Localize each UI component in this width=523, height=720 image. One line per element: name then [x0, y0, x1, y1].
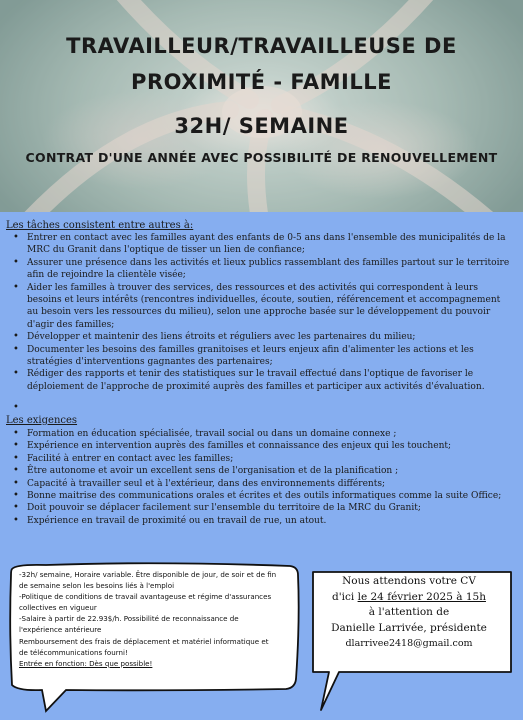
tasks-heading: Les tâches consistent entre autres à:: [6, 220, 194, 231]
task-item: • Assurer une présence dans les activités et lieux publics rassemblant des familles partout sur le territoire afin de rejoindre la clientèle visée;: [8, 257, 513, 282]
requirement-item: • Expérience en travail de proximité ou en travail de rue, un atout.: [8, 515, 513, 527]
contact-name: Danielle Larrivée, présidente: [331, 621, 487, 634]
deadline-line: [309, 590, 509, 606]
condition-line: Remboursement des frais de déplacement et matériel informatique et: [19, 636, 269, 646]
conditions-speech-bubble: [6, 561, 302, 717]
start-date: Entrée en fonction: Dès que possible!: [19, 658, 153, 668]
requirement-item: • Capacité à travailler seul et à l'extérieur, dans des environnements différents;: [8, 478, 513, 490]
condition-line: collectives en vigueur: [19, 603, 97, 613]
contract-subtitle: CONTRAT D'UNE ANNÉE AVEC POSSIBILITÉ DE RENOUVELLEMENT: [25, 150, 498, 165]
task-item: • Aider les familles à trouver des services, des ressources et des activités qui correspondent à leurs besoins et leurs intérêts (rencontres individuelles, écoute, soutien, référencement et accompagnement au besoin vers les ressources du milieu), selon une approche basée sur le développement du pouvoir d'agir des familles;: [8, 282, 513, 332]
title-line-1: TRAVAILLEUR/TRAVAILLEUSE DE: [66, 34, 457, 58]
contact-email[interactable]: dlarrivee2418@gmail.com: [345, 638, 473, 649]
deadline-prefix: d'ici: [332, 590, 355, 603]
hero-banner: [0, 0, 523, 212]
condition-line: de télécommunications fourni!: [19, 647, 128, 657]
task-item: • Développer et maintenir des liens étroits et réguliers avec les partenaires du milieu;: [8, 331, 513, 343]
condition-line: -Salaire à partir de 22.93$/h. Possibilité de reconnaissance de: [19, 614, 239, 624]
condition-line: -32h/ semaine, Horaire variable. Être disponible de jour, de soir et de fin: [19, 570, 277, 579]
task-item: • Entrer en contact avec les familles ayant des enfants de 0-5 ans dans l'ensemble des municipalités de la MRC du Granit dans l'optique de tisser un lien de confiance;: [8, 232, 513, 257]
requirement-item: • Formation en éducation spécialisée, travail social ou dans un domaine connexe ;: [8, 428, 513, 440]
condition-line: -Politique de conditions de travail avantageuse et régime d'assurances: [19, 592, 272, 602]
requirement-item: • Expérience en intervention auprès des familles et connaissance des enjeux qui les touchent;: [8, 440, 513, 452]
tasks-list: [8, 232, 513, 393]
empty-bullet: •: [13, 402, 19, 413]
requirement-item: • Être autonome et avoir un excellent sens de l'organisation et de la planification ;: [8, 465, 513, 477]
title-line-2: PROXIMITÉ - FAMILLE: [131, 70, 392, 94]
contact-speech-bubble: [309, 568, 517, 716]
requirement-item: • Bonne maitrise des communications orales et écrites et des outils informatiques comme la suite Office;: [8, 490, 513, 502]
task-item: • Rédiger des rapports et tenir des statistiques sur le travail effectué dans l'optique de favoriser le déploiement de l'approche de proximité auprès des familles et participer aux activités d'évaluation.: [8, 368, 513, 393]
requirement-item: • Facilité à entrer en contact avec les familles;: [8, 453, 513, 465]
requirement-item: • Doit pouvoir se déplacer facilement sur l'ensemble du territoire de la MRC du Granit;: [8, 502, 513, 514]
attention-line: à l'attention de: [368, 606, 450, 618]
requirements-heading: Les exigences: [6, 415, 78, 426]
title-line-3: 32H/ SEMAINE: [174, 114, 349, 138]
condition-line: de semaine selon les besoins liés à l'emploi: [19, 581, 175, 591]
deadline-date: le 24 février 2025 à 15h: [357, 590, 486, 603]
condition-line: l'expérience antérieure: [19, 625, 102, 635]
requirements-list: [8, 428, 513, 527]
contact-text: [309, 574, 509, 652]
conditions-text: [19, 569, 299, 669]
task-item: • Documenter les besoins des familles granitoises et leurs enjeux afin d'alimenter les actions et les stratégies d'interventions gagnantes des partenaires;: [8, 344, 513, 369]
cv-request: Nous attendons votre CV: [342, 575, 476, 587]
